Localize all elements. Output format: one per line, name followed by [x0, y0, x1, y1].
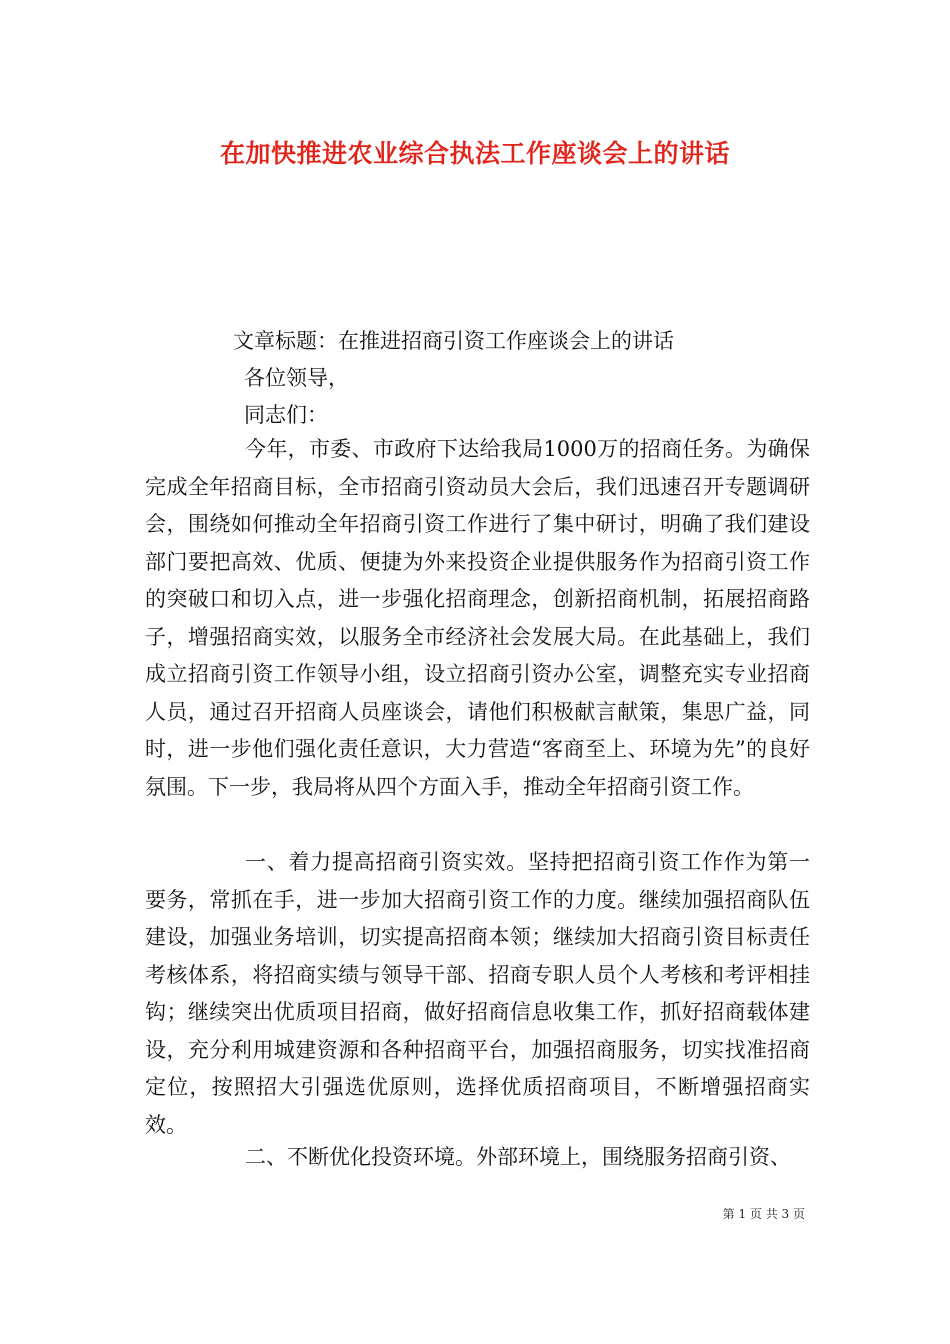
paragraph-section-two: 二、不断优化投资环境。外部环境上，围绕服务招商引资、: [245, 1145, 791, 1169]
paragraph-intro: 今年，市委、市政府下达给我局1000万的招商任务。为确保完成全年招商目标，全市招商引资动员大会后，我们迅速召开专题调研会，围绕如何推动全年招商引资工作进行了集中研讨，明确了我们建设部门要把高效、优质、便捷为外来投资企业提供服务作为招商引资工作的突破口和切入点，进一步强化招商理念，创新招商机制，拓展招商路子，增强招商实效，以服务全市经济社会发展大局。在此基础上，我们成立招商引资工作领导小组，设立招商引资办公室，调整充实专业招商人员，通过召开招商人员座谈会，请他们积极献言献策，集思广益，同时，进一步他们强化责任意识，大力营造“客商至上、环境为先”的良好氛围。下一步，我局将从四个方面入手，推动全年招商引资工作。: [145, 437, 810, 799]
salutation-leaders: 各位领导，: [244, 366, 349, 390]
salutation-comrades: 同志们：: [244, 403, 328, 427]
document-title: 在加快推进农业综合执法工作座谈会上的讲话: [219, 139, 730, 168]
page-footer: 第 1 页 共 3 页: [722, 1207, 805, 1221]
article-title-line: 文章标题：在推进招商引资工作座谈会上的讲话: [233, 329, 674, 353]
paragraph-section-one: 一、着力提高招商引资实效。坚持把招商引资工作作为第一要务，常抓在手，进一步加大招商引资工作的力度。继续加强招商队伍建设，加强业务培训，切实提高招商本领；继续加大招商引资目标责任考核体系，将招商实绩与领导干部、招商专职人员个人考核和考评相挂钩；继续突出优质项目招商，做好招商信息收集工作，抓好招商载体建设，充分利用城建资源和各种招商平台，加强招商服务，切实找准招商定位，按照招大引强选优原则，选择优质招商项目，不断增强招商实效。: [145, 850, 810, 1137]
